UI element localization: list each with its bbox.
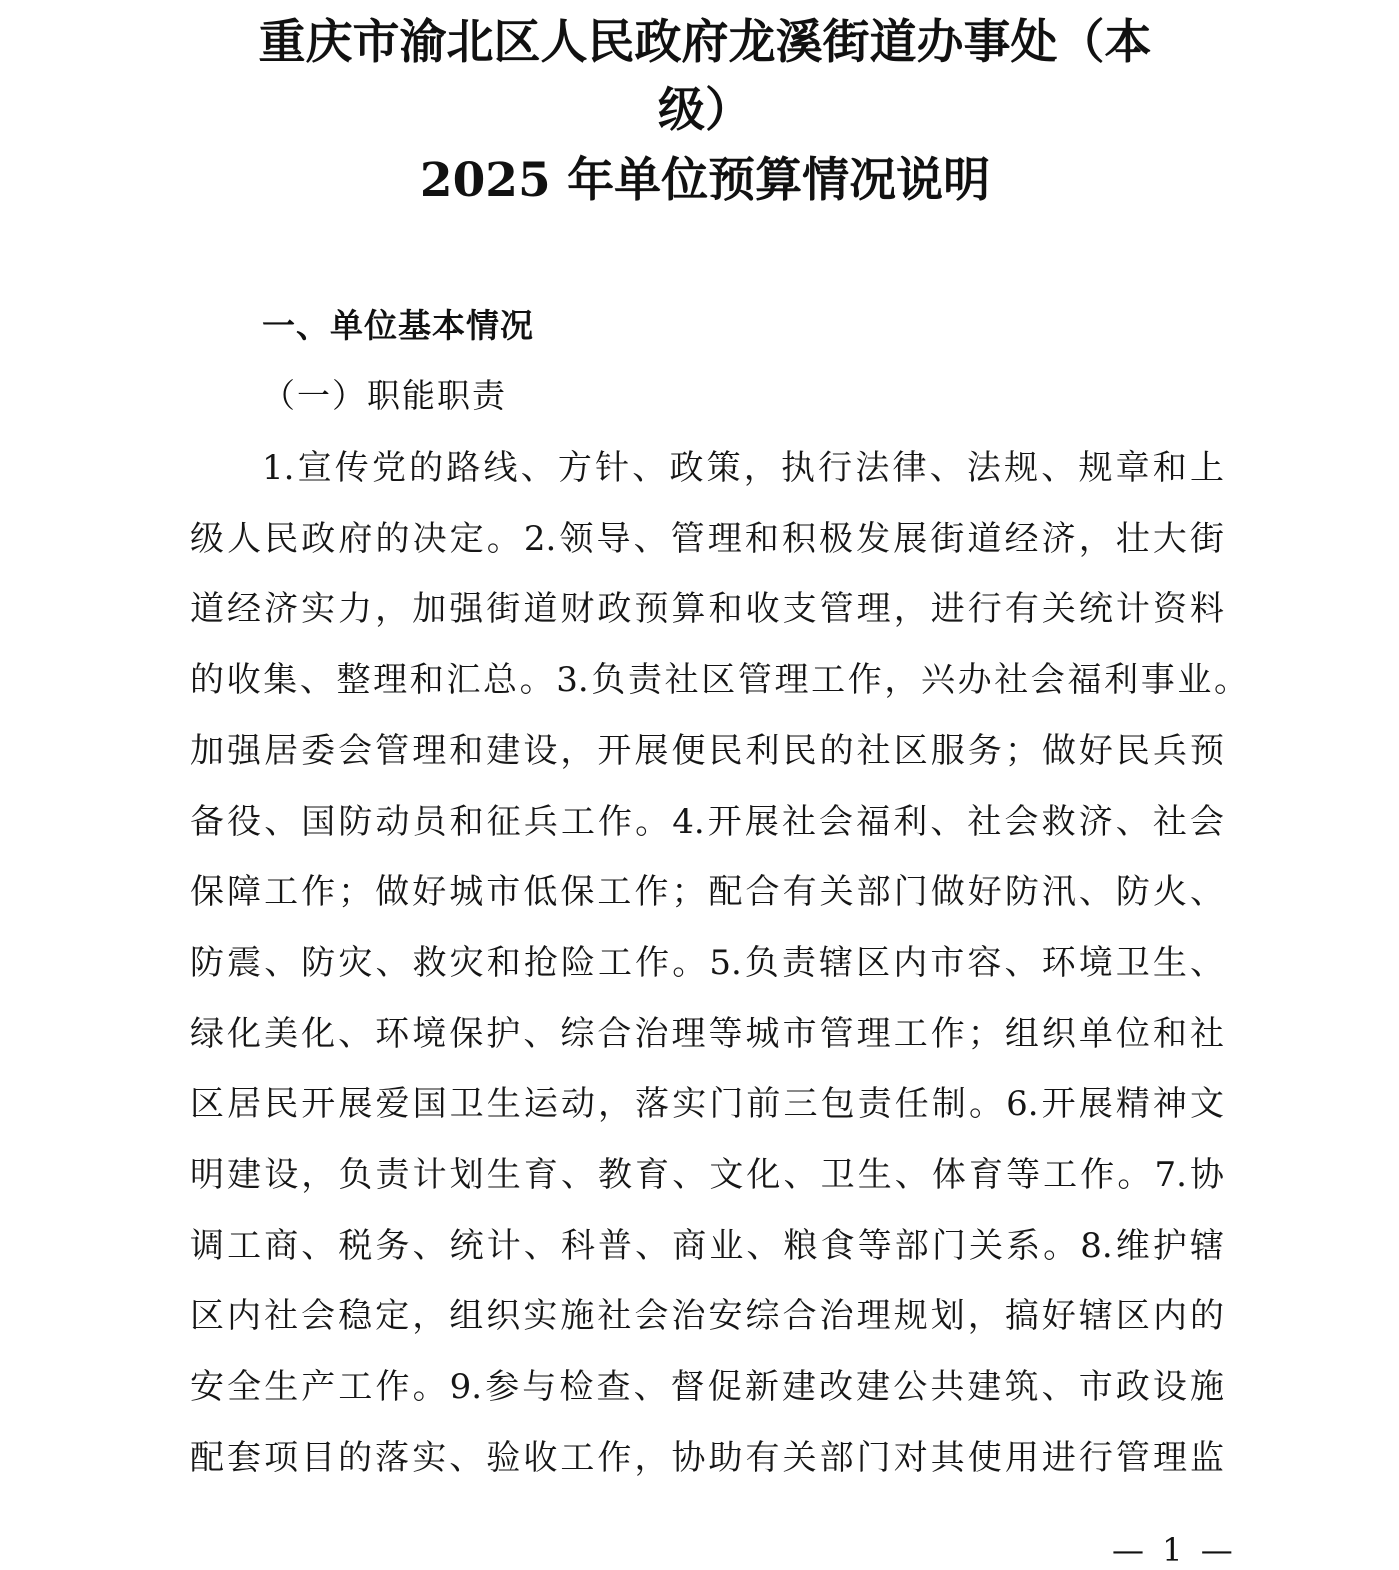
body-line: 的收集、整理和汇总。3.负责社区管理工作，兴办社会福利事业。 [190, 660, 1248, 700]
body-line: 明建设，负责计划生育、教育、文化、卫生、体育等工作。7.协 [190, 1155, 1224, 1195]
body-line: 配套项目的落实、验收工作，协助有关部门对其使用进行管理监 [190, 1438, 1224, 1478]
body-line: 安全生产工作。9.参与检查、督促新建改建公共建筑、市政设施 [190, 1367, 1224, 1407]
body-line: 调工商、税务、统计、科普、商业、粮食等部门关系。8.维护辖 [190, 1226, 1224, 1266]
body-line: 道经济实力，加强街道财政预算和收支管理，进行有关统计资料 [190, 589, 1224, 629]
document-title-line-1: 重庆市渝北区人民政府龙溪街道办事处（本 [258, 15, 1152, 70]
body-line: 区内社会稳定，组织实施社会治安综合治理规划，搞好辖区内的 [190, 1296, 1224, 1336]
section-heading: 一、单位基本情况 [262, 306, 534, 345]
body-line: 1.宣传党的路线、方针、政策，执行法律、法规、规章和上 [262, 448, 1224, 488]
subsection-heading: （一）职能职责 [262, 376, 507, 415]
body-line: 保障工作；做好城市低保工作；配合有关部门做好防汛、防火、 [190, 872, 1224, 912]
body-line: 区居民开展爱国卫生运动，落实门前三包责任制。6.开展精神文 [190, 1084, 1224, 1124]
document-title-line-2: 级） [658, 83, 752, 138]
body-line: 加强居委会管理和建设，开展便民利民的社区服务；做好民兵预 [190, 731, 1224, 771]
body-line: 防震、防灾、救灾和抢险工作。5.负责辖区内市容、环境卫生、 [190, 943, 1224, 983]
body-line: 绿化美化、环境保护、综合治理等城市管理工作；组织单位和社 [190, 1014, 1224, 1054]
body-line: 级人民政府的决定。2.领导、管理和积极发展街道经济，壮大街 [190, 519, 1224, 559]
document-title-line-3: 2025 年单位预算情况说明 [419, 153, 991, 208]
page-number: — 1 — [1112, 1531, 1237, 1569]
body-line: 备役、国防动员和征兵工作。4.开展社会福利、社会救济、社会 [190, 802, 1224, 842]
